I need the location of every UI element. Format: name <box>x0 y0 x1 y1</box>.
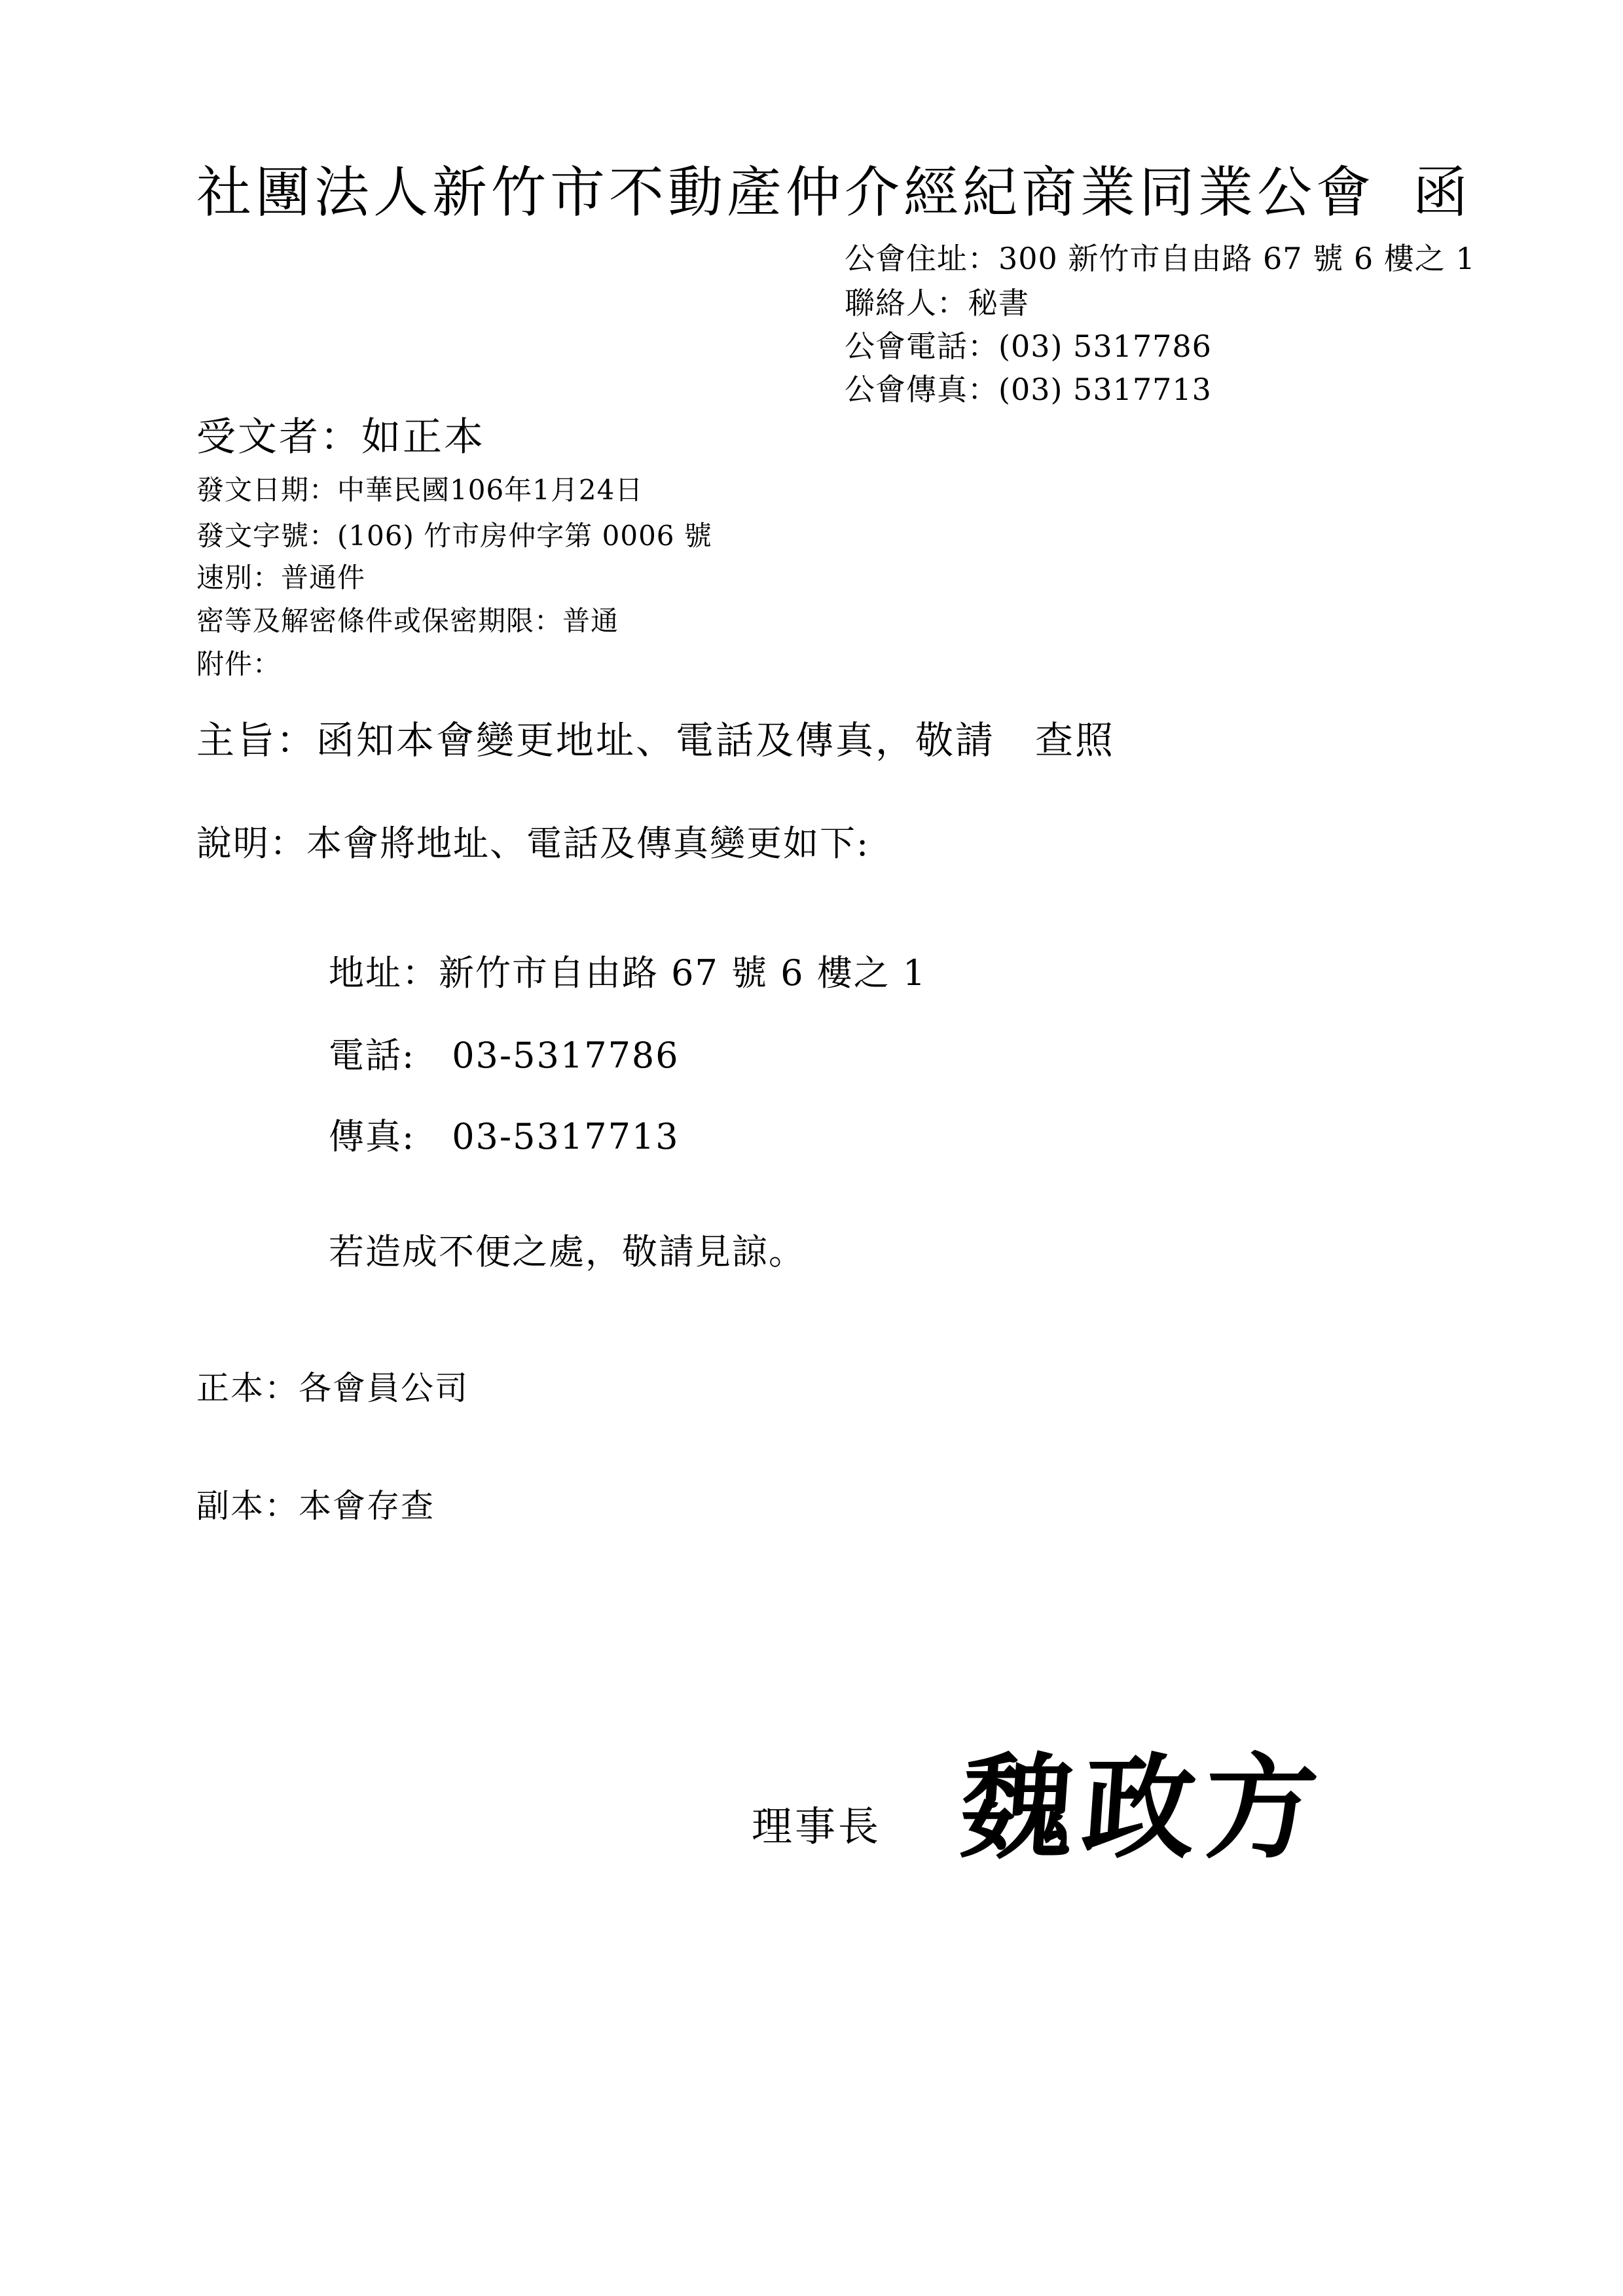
apology-note: 若造成不便之處，敬請見諒。 <box>329 1231 805 1272</box>
association-phone: 公會電話：(03) 5317786 <box>845 329 1212 364</box>
signatory-title: 理事長 <box>752 1803 882 1850</box>
new-fax: 傳真: 03-5317713 <box>329 1116 680 1157</box>
delivery-speed: 速別：普通件 <box>196 562 366 594</box>
document-title: 社團法人新竹市不動產仲介經紀商業同業公會 <box>196 160 1376 224</box>
issue-date: 發文日期：中華民國106年1月24日 <box>196 474 644 506</box>
explanation-intro: 說明：本會將地址、電話及傳真變更如下: <box>196 823 870 864</box>
subject-line: 主旨：函知本會變更地址、電話及傳真，敬請 查照 <box>196 718 1116 762</box>
original-recipients: 正本：各會員公司 <box>196 1369 469 1407</box>
association-address: 公會住址：300 新竹市自由路 67 號 6 樓之 1 <box>845 241 1476 276</box>
attachment-line: 附件： <box>196 648 282 680</box>
new-phone: 電話: 03-5317786 <box>329 1035 680 1076</box>
copy-recipients: 副本：本會存查 <box>196 1487 435 1525</box>
new-address: 地址：新竹市自由路 67 號 6 樓之 1 <box>329 952 927 994</box>
recipient-line: 受文者：如正本 <box>196 414 485 460</box>
contact-person: 聯絡人：秘書 <box>845 285 1029 321</box>
association-fax: 公會傳真：(03) 5317713 <box>845 372 1212 407</box>
signatory-name: 魏政方 <box>956 1741 1332 1874</box>
security-level: 密等及解密條件或保密期限：普通 <box>196 605 619 637</box>
document-number: 發文字號：(106) 竹市房仲字第 0006 號 <box>196 520 712 552</box>
document-type-label: 函 <box>1413 160 1468 224</box>
